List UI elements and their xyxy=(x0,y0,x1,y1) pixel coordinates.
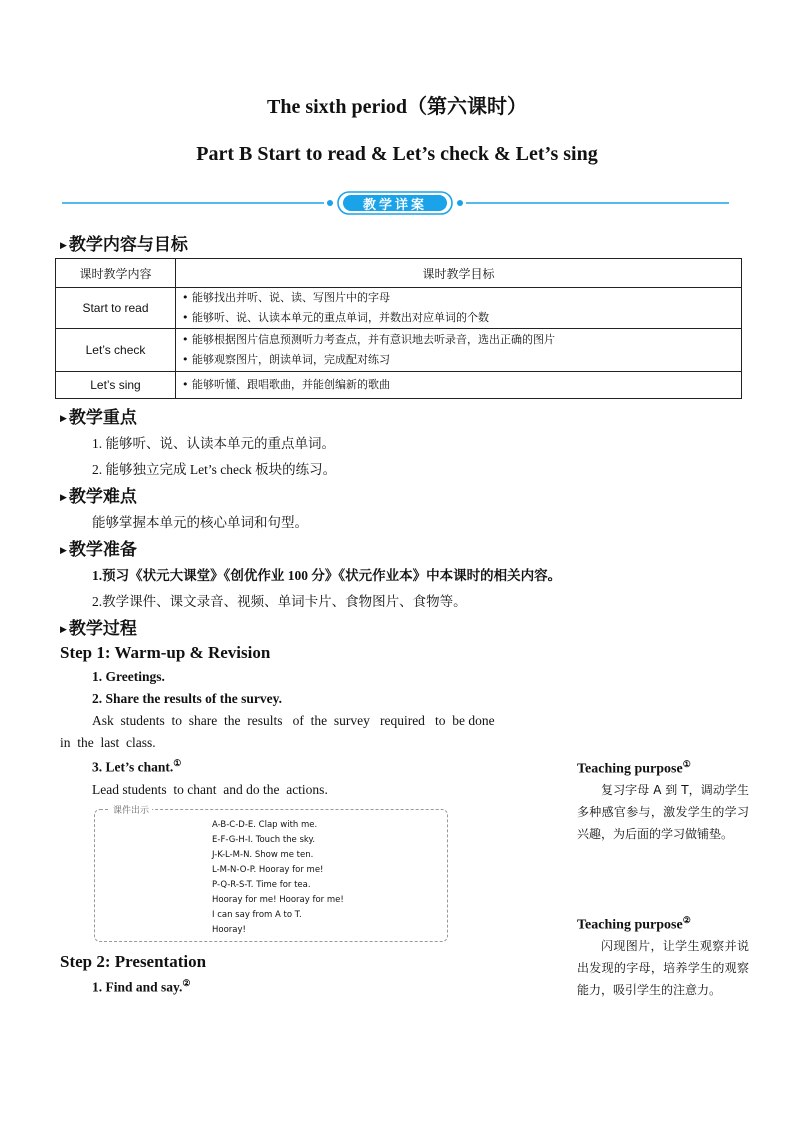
table-header-row xyxy=(56,259,742,288)
chant-line: E-F-G-H-I. Touch the sky. xyxy=(212,835,316,845)
note-marker: ① xyxy=(173,758,182,768)
triangle-bullet-icon: ▶ xyxy=(60,413,67,424)
chant-line: P-Q-R-S-T. Time for tea. xyxy=(212,880,311,890)
table-cell-goals xyxy=(176,329,742,372)
note-marker: ① xyxy=(682,759,691,769)
chant-line: J-K-L-M-N. Show me ten. xyxy=(212,850,314,860)
table-row xyxy=(56,329,742,372)
section-process: ▶ 教学过程 xyxy=(60,619,137,639)
goal-line: • 能够找出并听、说、读、写图片中的字母 xyxy=(182,291,390,304)
section-preparation: ▶ 教学准备 xyxy=(60,540,137,560)
note-marker: ② xyxy=(682,915,691,925)
teaching-purpose-2-title: Teaching purpose② xyxy=(577,915,691,933)
step1-heading: Step 1: Warm-up & Revision xyxy=(60,643,271,662)
step1-item2: 2. Share the results of the survey. xyxy=(92,691,282,706)
teaching-purpose-2-text: 闪现图片，让学生观察并说出发现的字母，培养学生的观察能力，吸引学生的注意力。 xyxy=(577,939,749,997)
chant-lines xyxy=(212,818,344,938)
triangle-bullet-icon: ▶ xyxy=(60,492,67,503)
chant-line: I can say from A to T. xyxy=(212,910,302,920)
prep-1: 1.预习《状元大课堂》《创优作业 100 分》《状元作业本》中本课时的相关内容。 xyxy=(92,568,562,583)
prep-2: 2.教学课件、课文录音、视频、单词卡片、食物图片、食物等。 xyxy=(92,594,467,609)
triangle-bullet-icon: ▶ xyxy=(60,624,67,635)
banner-label: 教学详案 xyxy=(362,198,427,213)
page-subtitle: Part B Start to read & Let’s check & Let’s sing xyxy=(196,143,598,165)
step1-item2-text: Ask students to share the results of the survey required to be done xyxy=(92,713,495,728)
key-point-1: 1. 能够听、说、认读本单元的重点单词。 xyxy=(92,436,335,451)
table-row xyxy=(56,372,742,399)
goals-table xyxy=(55,258,742,399)
section-difficulties: ▶ 教学难点 xyxy=(60,487,137,507)
goal-line: • 能够听懂、跟唱歌曲，并能创编新的歌曲 xyxy=(182,378,390,391)
step1-item2-text-cont: in the last class. xyxy=(60,735,156,750)
table-row xyxy=(56,288,742,329)
table-cell-content: Let’s sing xyxy=(56,372,176,399)
goal-line: • 能够观察图片，朗读单词，完成配对练习 xyxy=(182,353,390,366)
chant-line: Hooray for me! Hooray for me! xyxy=(212,895,344,905)
chant-line: A-B-C-D-E. Clap with me. xyxy=(212,820,318,830)
step1-item1: 1. Greetings. xyxy=(92,669,165,684)
key-point-2: 2. 能够独立完成 Let’s check 板块的练习。 xyxy=(92,462,337,477)
chant-line: L-M-N-O-P. Hooray for me! xyxy=(212,865,324,875)
page-title: The sixth period（第六课时） xyxy=(266,96,528,118)
table-cell-content: Start to read xyxy=(56,288,176,329)
table-header-cell: 课时教学内容 xyxy=(56,259,176,288)
triangle-bullet-icon: ▶ xyxy=(60,545,67,556)
triangle-bullet-icon: ▶ xyxy=(60,240,67,251)
step1-item3: 3. Let’s chant.① xyxy=(92,758,182,775)
note-marker: ② xyxy=(182,978,191,988)
goal-line: • 能够根据图片信息预测听力考查点，并有意识地去听录音，选出正确的图片 xyxy=(182,333,555,346)
banner xyxy=(62,191,729,215)
table-cell-goals xyxy=(176,288,742,329)
difficulty-text: 能够掌握本单元的核心单词和句型。 xyxy=(92,515,308,530)
table-cell-goals xyxy=(176,372,742,399)
goal-line: • 能够听、说、认读本单元的重点单词，并数出对应单词的个数 xyxy=(182,311,489,324)
table-cell-content: Let’s check xyxy=(56,329,176,372)
courseware-label: 课件出示 xyxy=(110,803,152,816)
section-content-goals: ▶ 教学内容与目标 xyxy=(60,235,188,255)
step2-heading: Step 2: Presentation xyxy=(60,952,207,971)
step1-item3-text: Lead students to chant and do the actions. xyxy=(92,782,328,797)
chant-line: Hooray! xyxy=(212,925,246,935)
teaching-purpose-1-text: 复习字母 A 到 T，调动学生多种感官参与，激发学生的学习兴趣，为后面的学习做铺垫。 xyxy=(577,783,749,841)
step2-item1: 1. Find and say.② xyxy=(92,978,191,995)
section-key-points: ▶ 教学重点 xyxy=(60,408,137,428)
teaching-purpose-1-title: Teaching purpose① xyxy=(577,759,691,777)
table-header-cell: 课时教学目标 xyxy=(176,259,742,288)
